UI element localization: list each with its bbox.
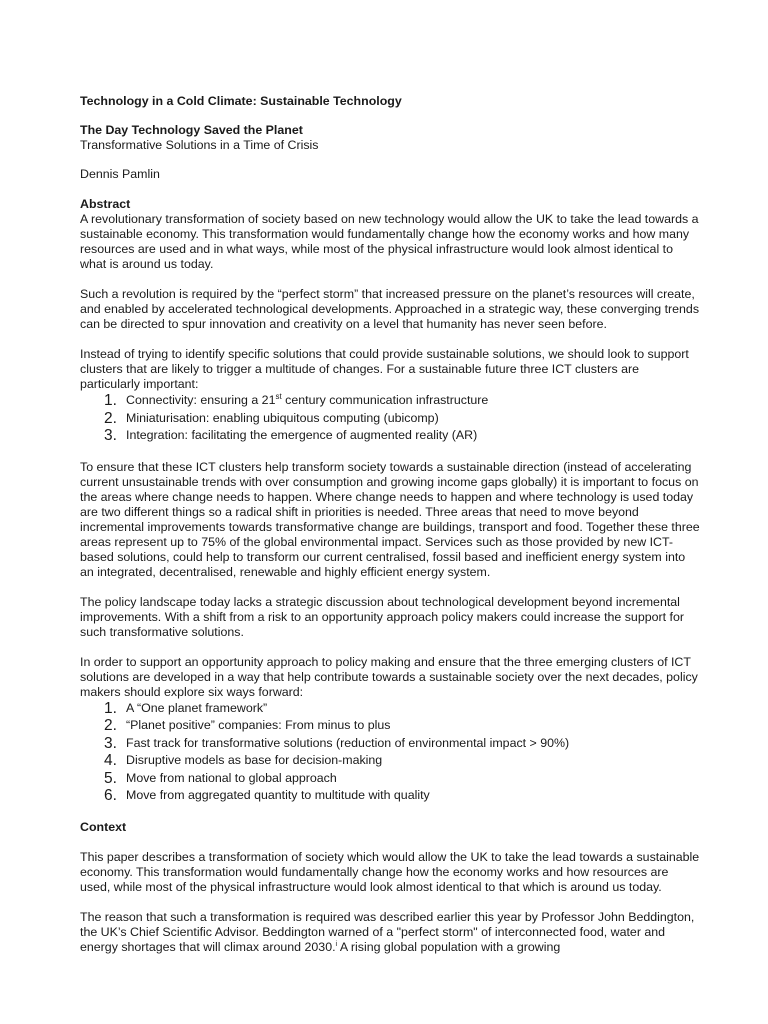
list-item	[80, 770, 700, 788]
list-number: 3.	[104, 734, 117, 752]
list-number: 4.	[104, 752, 117, 769]
abstract-heading: Abstract	[80, 197, 131, 211]
context-text: The reason that such a transformation is required was described earlier this year by Professor John Beddington, the UK’s Chief Scientific Advisor. Beddington warned of a "perfect storm" of interconnected food, water and energy shortages that will climax around 2030.	[80, 909, 695, 954]
paper-subtitle: Transformative Solutions in a Time of Crisis	[80, 138, 319, 152]
list-text: Disruptive models as base for decision-making	[126, 753, 383, 767]
list-text-part: Connectivity: ensuring a 21	[126, 393, 276, 407]
list-number: 6.	[104, 787, 117, 804]
document-page	[80, 94, 700, 955]
abstract-paragraph-4: To ensure that these ICT clusters help transform society towards a sustainable direction (instead of accelerating current unsustainable trends with over consumption and growing income gaps globally) it is important to focus on the areas where change needs to happen. Where change needs to happen and where technology is used today are two different things so a radical shift in priorities is needed. Three areas that need to move beyond incremental improvements towards transformative change are buildings, transport and food. Together these three areas represent up to 75% of the global environmental impact. Services such as those provided by new ICT-based solutions, could help to transform our current centralised, fossil based and inefficient energy system into an integrated, decentralised, renewable and highly efficient energy system.	[80, 459, 700, 579]
list-number: 2.	[104, 409, 117, 427]
list-text: Integration: facilitating the emergence of augmented reality (AR)	[126, 428, 478, 442]
context-paragraph-1: This paper describes a transformation of society which would allow the UK to take the lead towards a sustainable economy. This transformation would fundamentally change how the economy works and how resources are used, while most of the physical infrastructure would look almost identical to that which is around us today.	[80, 849, 700, 894]
ways-forward-list	[80, 700, 700, 805]
list-text: Move from national to global approach	[126, 770, 337, 785]
list-item	[80, 427, 700, 445]
context-text: A rising global population with a growing	[337, 939, 561, 954]
list-number: 5.	[104, 769, 117, 787]
list-text	[126, 393, 488, 407]
paper-title: The Day Technology Saved the Planet	[80, 123, 303, 137]
list-text: Move from aggregated quantity to multitude with quality	[126, 788, 430, 802]
superscript: st	[275, 392, 282, 401]
context-paragraph-2	[80, 910, 700, 955]
list-text: “Planet positive” companies: From minus to plus	[126, 718, 391, 732]
abstract-paragraph-1: A revolutionary transformation of society based on new technology would allow the UK to take the lead towards a sustainable economy. This transformation would fundamentally change how the economy works and how many resources are used and in what ways, while most of the physical infrastructure would look almost identical to what is around us today.	[80, 212, 699, 271]
list-text: A “One planet framework”	[126, 700, 268, 715]
list-number: 1.	[104, 392, 117, 409]
list-item	[80, 752, 700, 770]
list-number: 1.	[104, 699, 117, 717]
abstract-paragraph-5: The policy landscape today lacks a strategic discussion about technological development beyond incremental improvements. With a shift from a risk to an opportunity approach policy makers could increase the support for such transformative solutions.	[80, 594, 684, 639]
abstract-paragraph-2: Such a revolution is required by the “perfect storm” that increased pressure on the planet’s resources will create, and enabled by accelerated technological developments. Approached in a strategic way, these converging trends can be directed to spur innovation and creativity on a level that humanity has never seen before.	[80, 287, 700, 331]
list-item	[80, 392, 700, 410]
footnote-reference: i	[335, 940, 338, 948]
list-item	[80, 787, 700, 805]
list-item	[80, 717, 700, 735]
list-text: Fast track for transformative solutions (reduction of environmental impact > 90%)	[126, 735, 570, 750]
list-number: 3.	[104, 427, 117, 444]
list-text: Miniaturisation: enabling ubiquitous computing (ubicomp)	[126, 410, 439, 425]
ict-clusters-list	[80, 392, 700, 445]
series-title: Technology in a Cold Climate: Sustainable Technology	[80, 94, 402, 108]
context-heading: Context	[80, 819, 127, 834]
author-name: Dennis Pamlin	[80, 167, 160, 181]
abstract-paragraph-6: In order to support an opportunity approach to policy making and ensure that the three emerging clusters of ICT solutions are developed in a way that help contribute towards a sustainable society over the next decades, policy makers should explore six ways forward:	[80, 654, 698, 699]
list-text-part: century communication infrastructure	[281, 393, 489, 407]
list-item	[80, 410, 700, 428]
abstract-paragraph-3: Instead of trying to identify specific solutions that could provide sustainable solutions, we should look to support clusters that are likely to trigger a multitude of changes. For a sustainable future three ICT clusters are particularly important:	[80, 347, 689, 391]
list-number: 2.	[104, 717, 117, 734]
list-item	[80, 735, 700, 753]
list-item	[80, 700, 700, 718]
